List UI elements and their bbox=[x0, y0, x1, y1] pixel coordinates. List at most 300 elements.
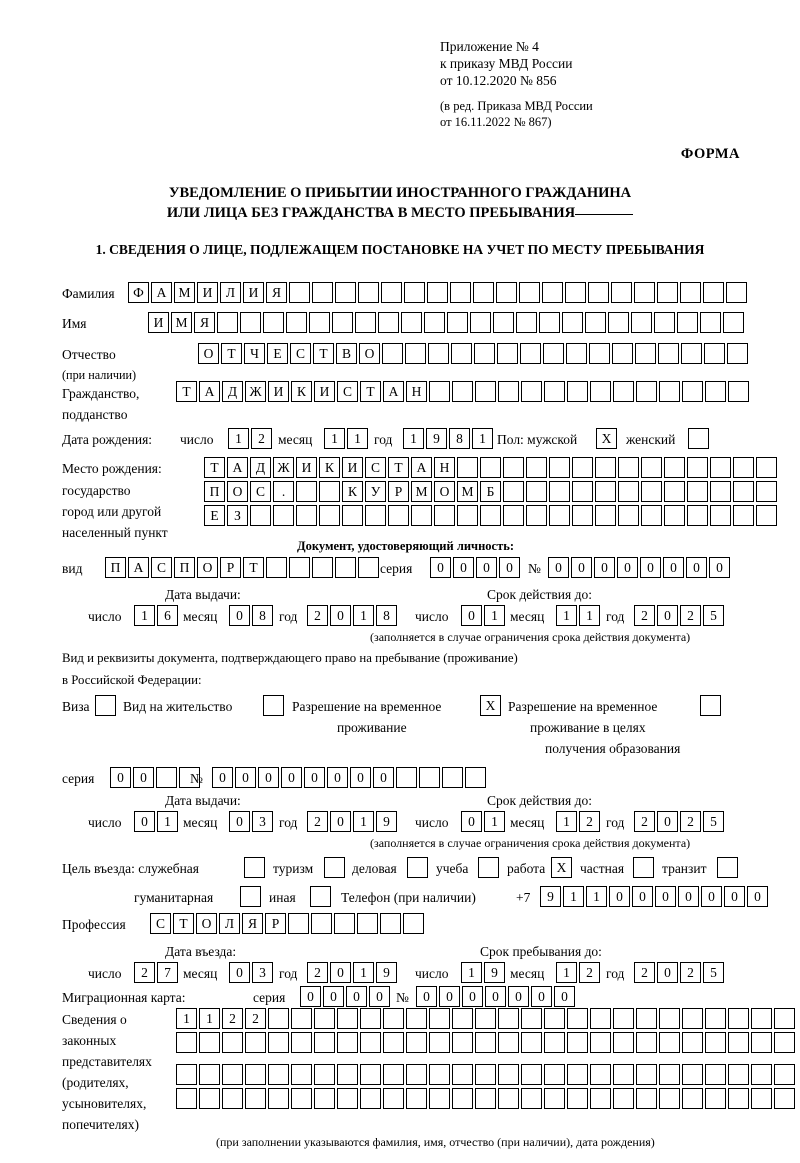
char-cell[interactable] bbox=[404, 282, 425, 303]
char-cell[interactable] bbox=[641, 457, 662, 478]
char-cell[interactable] bbox=[567, 1008, 588, 1029]
stay-issue-year-field[interactable] bbox=[307, 811, 399, 832]
char-cell[interactable] bbox=[774, 1064, 795, 1085]
legal-rep-line-3[interactable] bbox=[176, 1064, 797, 1085]
char-cell[interactable] bbox=[480, 457, 501, 478]
char-cell[interactable]: 1 bbox=[579, 605, 600, 626]
purpose-transit-checkbox[interactable] bbox=[717, 857, 738, 878]
entry-month-field[interactable] bbox=[229, 962, 275, 983]
char-cell[interactable]: Т bbox=[221, 343, 242, 364]
char-cell[interactable] bbox=[245, 1088, 266, 1109]
char-cell[interactable]: Д bbox=[222, 381, 243, 402]
char-cell[interactable]: К bbox=[291, 381, 312, 402]
char-cell[interactable] bbox=[613, 1008, 634, 1029]
char-cell[interactable] bbox=[286, 312, 307, 333]
purpose-private-checkbox[interactable] bbox=[633, 857, 654, 878]
char-cell[interactable] bbox=[337, 1064, 358, 1085]
temp-residence-checkbox[interactable]: X bbox=[480, 695, 501, 716]
char-cell[interactable]: О bbox=[227, 481, 248, 502]
char-cell[interactable] bbox=[521, 1032, 542, 1053]
char-cell[interactable] bbox=[245, 1064, 266, 1085]
char-cell[interactable] bbox=[452, 1032, 473, 1053]
char-cell[interactable]: С bbox=[151, 557, 172, 578]
char-cell[interactable] bbox=[245, 1032, 266, 1053]
char-cell[interactable] bbox=[335, 557, 356, 578]
char-cell[interactable] bbox=[641, 481, 662, 502]
char-cell[interactable]: 9 bbox=[484, 962, 505, 983]
char-cell[interactable]: А bbox=[151, 282, 172, 303]
char-cell[interactable] bbox=[733, 457, 754, 478]
char-cell[interactable]: 1 bbox=[353, 962, 374, 983]
char-cell[interactable]: П bbox=[174, 557, 195, 578]
char-cell[interactable]: О bbox=[359, 343, 380, 364]
stay-issue-day-field[interactable] bbox=[134, 811, 180, 832]
char-cell[interactable] bbox=[442, 767, 463, 788]
char-cell[interactable] bbox=[447, 312, 468, 333]
char-cell[interactable] bbox=[542, 282, 563, 303]
char-cell[interactable] bbox=[288, 913, 309, 934]
char-cell[interactable]: И bbox=[314, 381, 335, 402]
char-cell[interactable]: С bbox=[290, 343, 311, 364]
char-cell[interactable] bbox=[544, 1008, 565, 1029]
char-cell[interactable] bbox=[452, 1008, 473, 1029]
char-cell[interactable] bbox=[613, 1088, 634, 1109]
char-cell[interactable]: 0 bbox=[724, 886, 745, 907]
char-cell[interactable] bbox=[590, 1008, 611, 1029]
char-cell[interactable]: 0 bbox=[439, 986, 460, 1007]
char-cell[interactable]: 0 bbox=[657, 605, 678, 626]
char-cell[interactable]: 0 bbox=[709, 557, 730, 578]
char-cell[interactable]: 0 bbox=[476, 557, 497, 578]
char-cell[interactable] bbox=[654, 312, 675, 333]
char-cell[interactable] bbox=[497, 343, 518, 364]
migration-card-number-field[interactable] bbox=[416, 986, 577, 1007]
char-cell[interactable] bbox=[319, 481, 340, 502]
char-cell[interactable] bbox=[342, 505, 363, 526]
char-cell[interactable] bbox=[291, 1064, 312, 1085]
char-cell[interactable]: 1 bbox=[324, 428, 345, 449]
char-cell[interactable]: М bbox=[174, 282, 195, 303]
doc-number-field[interactable] bbox=[548, 557, 732, 578]
char-cell[interactable]: 0 bbox=[461, 811, 482, 832]
char-cell[interactable]: 0 bbox=[212, 767, 233, 788]
char-cell[interactable] bbox=[572, 505, 593, 526]
char-cell[interactable] bbox=[380, 913, 401, 934]
purpose-business-checkbox[interactable] bbox=[407, 857, 428, 878]
char-cell[interactable] bbox=[309, 312, 330, 333]
char-cell[interactable]: 3 bbox=[252, 962, 273, 983]
birth-place-line-1[interactable] bbox=[204, 457, 779, 478]
char-cell[interactable] bbox=[217, 312, 238, 333]
char-cell[interactable] bbox=[503, 481, 524, 502]
char-cell[interactable] bbox=[659, 1064, 680, 1085]
char-cell[interactable]: 6 bbox=[157, 605, 178, 626]
char-cell[interactable] bbox=[311, 913, 332, 934]
char-cell[interactable] bbox=[567, 1032, 588, 1053]
char-cell[interactable]: 0 bbox=[235, 767, 256, 788]
char-cell[interactable] bbox=[520, 343, 541, 364]
char-cell[interactable] bbox=[314, 1088, 335, 1109]
char-cell[interactable]: 0 bbox=[686, 557, 707, 578]
char-cell[interactable]: 0 bbox=[571, 557, 592, 578]
char-cell[interactable] bbox=[360, 1064, 381, 1085]
char-cell[interactable] bbox=[588, 282, 609, 303]
char-cell[interactable] bbox=[156, 767, 177, 788]
residence-permit-checkbox[interactable] bbox=[263, 695, 284, 716]
char-cell[interactable]: 7 bbox=[157, 962, 178, 983]
char-cell[interactable]: 1 bbox=[556, 811, 577, 832]
char-cell[interactable] bbox=[429, 1088, 450, 1109]
char-cell[interactable] bbox=[595, 457, 616, 478]
char-cell[interactable] bbox=[388, 505, 409, 526]
char-cell[interactable] bbox=[406, 1032, 427, 1053]
char-cell[interactable] bbox=[682, 1088, 703, 1109]
char-cell[interactable] bbox=[521, 1064, 542, 1085]
char-cell[interactable]: 2 bbox=[579, 811, 600, 832]
char-cell[interactable]: 1 bbox=[347, 428, 368, 449]
char-cell[interactable] bbox=[419, 767, 440, 788]
char-cell[interactable]: 5 bbox=[703, 605, 724, 626]
char-cell[interactable] bbox=[382, 343, 403, 364]
char-cell[interactable] bbox=[355, 312, 376, 333]
char-cell[interactable] bbox=[544, 1032, 565, 1053]
char-cell[interactable] bbox=[268, 1088, 289, 1109]
char-cell[interactable] bbox=[659, 1008, 680, 1029]
stay-until-month-field[interactable] bbox=[556, 962, 602, 983]
char-cell[interactable]: С bbox=[365, 457, 386, 478]
char-cell[interactable] bbox=[677, 312, 698, 333]
char-cell[interactable] bbox=[176, 1088, 197, 1109]
char-cell[interactable]: А bbox=[128, 557, 149, 578]
char-cell[interactable]: Я bbox=[242, 913, 263, 934]
char-cell[interactable] bbox=[590, 1088, 611, 1109]
char-cell[interactable]: О bbox=[434, 481, 455, 502]
char-cell[interactable]: 1 bbox=[353, 811, 374, 832]
char-cell[interactable]: 2 bbox=[222, 1008, 243, 1029]
doc-issue-day-field[interactable] bbox=[134, 605, 180, 626]
char-cell[interactable]: 0 bbox=[430, 557, 451, 578]
char-cell[interactable]: Т bbox=[388, 457, 409, 478]
char-cell[interactable] bbox=[710, 505, 731, 526]
char-cell[interactable] bbox=[296, 505, 317, 526]
doc-valid-day-field[interactable] bbox=[461, 605, 507, 626]
char-cell[interactable]: 0 bbox=[678, 886, 699, 907]
char-cell[interactable] bbox=[457, 505, 478, 526]
char-cell[interactable]: 0 bbox=[554, 986, 575, 1007]
char-cell[interactable] bbox=[562, 312, 583, 333]
char-cell[interactable]: А bbox=[383, 381, 404, 402]
char-cell[interactable] bbox=[199, 1032, 220, 1053]
char-cell[interactable] bbox=[613, 1032, 634, 1053]
char-cell[interactable]: 2 bbox=[634, 962, 655, 983]
char-cell[interactable] bbox=[357, 913, 378, 934]
patronymic-field[interactable] bbox=[198, 343, 750, 364]
char-cell[interactable] bbox=[636, 1032, 657, 1053]
char-cell[interactable] bbox=[268, 1008, 289, 1029]
char-cell[interactable] bbox=[549, 505, 570, 526]
char-cell[interactable]: 1 bbox=[484, 605, 505, 626]
char-cell[interactable] bbox=[199, 1088, 220, 1109]
char-cell[interactable]: В bbox=[336, 343, 357, 364]
char-cell[interactable] bbox=[312, 282, 333, 303]
doc-issue-month-field[interactable] bbox=[229, 605, 275, 626]
char-cell[interactable]: 0 bbox=[330, 605, 351, 626]
char-cell[interactable] bbox=[774, 1032, 795, 1053]
char-cell[interactable] bbox=[612, 343, 633, 364]
char-cell[interactable] bbox=[634, 282, 655, 303]
char-cell[interactable] bbox=[774, 1008, 795, 1029]
char-cell[interactable] bbox=[498, 1008, 519, 1029]
purpose-tourism-checkbox[interactable] bbox=[324, 857, 345, 878]
char-cell[interactable] bbox=[705, 1008, 726, 1029]
char-cell[interactable] bbox=[657, 282, 678, 303]
char-cell[interactable]: 1 bbox=[134, 605, 155, 626]
char-cell[interactable] bbox=[590, 1064, 611, 1085]
char-cell[interactable] bbox=[595, 505, 616, 526]
char-cell[interactable]: Л bbox=[220, 282, 241, 303]
char-cell[interactable] bbox=[589, 343, 610, 364]
char-cell[interactable] bbox=[521, 1008, 542, 1029]
char-cell[interactable] bbox=[636, 1008, 657, 1029]
stay-valid-month-field[interactable] bbox=[556, 811, 602, 832]
char-cell[interactable]: 0 bbox=[548, 557, 569, 578]
char-cell[interactable] bbox=[452, 1064, 473, 1085]
char-cell[interactable] bbox=[474, 343, 495, 364]
char-cell[interactable]: 0 bbox=[531, 986, 552, 1007]
char-cell[interactable] bbox=[664, 505, 685, 526]
char-cell[interactable] bbox=[358, 282, 379, 303]
char-cell[interactable] bbox=[726, 282, 747, 303]
char-cell[interactable]: 2 bbox=[680, 962, 701, 983]
char-cell[interactable] bbox=[723, 312, 744, 333]
char-cell[interactable]: 1 bbox=[484, 811, 505, 832]
birth-year-field[interactable] bbox=[403, 428, 495, 449]
char-cell[interactable] bbox=[659, 1032, 680, 1053]
char-cell[interactable]: 1 bbox=[556, 605, 577, 626]
char-cell[interactable]: 2 bbox=[307, 605, 328, 626]
char-cell[interactable]: 0 bbox=[300, 986, 321, 1007]
char-cell[interactable] bbox=[406, 1064, 427, 1085]
char-cell[interactable] bbox=[401, 312, 422, 333]
doc-valid-year-field[interactable] bbox=[634, 605, 726, 626]
char-cell[interactable]: 0 bbox=[229, 811, 250, 832]
char-cell[interactable] bbox=[636, 381, 657, 402]
char-cell[interactable] bbox=[680, 282, 701, 303]
char-cell[interactable] bbox=[549, 481, 570, 502]
char-cell[interactable]: Ф bbox=[128, 282, 149, 303]
char-cell[interactable]: 1 bbox=[353, 605, 374, 626]
char-cell[interactable]: 1 bbox=[563, 886, 584, 907]
char-cell[interactable] bbox=[682, 1064, 703, 1085]
char-cell[interactable] bbox=[452, 381, 473, 402]
char-cell[interactable] bbox=[337, 1032, 358, 1053]
char-cell[interactable] bbox=[222, 1032, 243, 1053]
char-cell[interactable] bbox=[595, 481, 616, 502]
char-cell[interactable] bbox=[396, 767, 417, 788]
char-cell[interactable]: 0 bbox=[330, 962, 351, 983]
char-cell[interactable] bbox=[334, 913, 355, 934]
char-cell[interactable] bbox=[452, 1088, 473, 1109]
char-cell[interactable] bbox=[378, 312, 399, 333]
char-cell[interactable]: 0 bbox=[657, 962, 678, 983]
char-cell[interactable] bbox=[572, 481, 593, 502]
char-cell[interactable] bbox=[733, 505, 754, 526]
char-cell[interactable] bbox=[337, 1008, 358, 1029]
purpose-service-checkbox[interactable] bbox=[244, 857, 265, 878]
char-cell[interactable]: 2 bbox=[634, 811, 655, 832]
char-cell[interactable] bbox=[751, 1064, 772, 1085]
visa-checkbox[interactable] bbox=[95, 695, 116, 716]
char-cell[interactable] bbox=[751, 1008, 772, 1029]
char-cell[interactable]: 0 bbox=[617, 557, 638, 578]
char-cell[interactable] bbox=[498, 1032, 519, 1053]
char-cell[interactable]: 1 bbox=[556, 962, 577, 983]
char-cell[interactable]: 0 bbox=[462, 986, 483, 1007]
stay-until-year-field[interactable] bbox=[634, 962, 726, 983]
char-cell[interactable]: Т bbox=[360, 381, 381, 402]
char-cell[interactable] bbox=[544, 1064, 565, 1085]
char-cell[interactable] bbox=[312, 557, 333, 578]
char-cell[interactable] bbox=[291, 1032, 312, 1053]
char-cell[interactable] bbox=[572, 457, 593, 478]
char-cell[interactable] bbox=[710, 481, 731, 502]
char-cell[interactable] bbox=[710, 457, 731, 478]
char-cell[interactable]: 0 bbox=[330, 811, 351, 832]
char-cell[interactable]: 9 bbox=[426, 428, 447, 449]
birth-day-field[interactable] bbox=[228, 428, 274, 449]
char-cell[interactable]: Т bbox=[176, 381, 197, 402]
char-cell[interactable] bbox=[681, 343, 702, 364]
char-cell[interactable] bbox=[428, 343, 449, 364]
char-cell[interactable] bbox=[733, 481, 754, 502]
char-cell[interactable]: И bbox=[296, 457, 317, 478]
char-cell[interactable] bbox=[319, 505, 340, 526]
char-cell[interactable] bbox=[314, 1064, 335, 1085]
char-cell[interactable]: Б bbox=[480, 481, 501, 502]
char-cell[interactable] bbox=[682, 381, 703, 402]
char-cell[interactable] bbox=[636, 1088, 657, 1109]
char-cell[interactable] bbox=[222, 1088, 243, 1109]
char-cell[interactable] bbox=[465, 767, 486, 788]
char-cell[interactable] bbox=[498, 381, 519, 402]
surname-field[interactable] bbox=[128, 282, 749, 303]
char-cell[interactable] bbox=[406, 1088, 427, 1109]
birth-month-field[interactable] bbox=[324, 428, 370, 449]
char-cell[interactable] bbox=[567, 1088, 588, 1109]
char-cell[interactable] bbox=[268, 1064, 289, 1085]
char-cell[interactable] bbox=[687, 481, 708, 502]
char-cell[interactable] bbox=[613, 1064, 634, 1085]
char-cell[interactable] bbox=[705, 1064, 726, 1085]
char-cell[interactable] bbox=[263, 312, 284, 333]
char-cell[interactable]: 1 bbox=[157, 811, 178, 832]
char-cell[interactable]: 1 bbox=[176, 1008, 197, 1029]
purpose-work-checkbox[interactable]: X bbox=[551, 857, 572, 878]
char-cell[interactable]: 0 bbox=[346, 986, 367, 1007]
char-cell[interactable]: О bbox=[196, 913, 217, 934]
char-cell[interactable]: 0 bbox=[133, 767, 154, 788]
char-cell[interactable]: 0 bbox=[640, 557, 661, 578]
char-cell[interactable]: Ч bbox=[244, 343, 265, 364]
char-cell[interactable]: С bbox=[150, 913, 171, 934]
char-cell[interactable] bbox=[405, 343, 426, 364]
entry-year-field[interactable] bbox=[307, 962, 399, 983]
char-cell[interactable]: Р bbox=[265, 913, 286, 934]
stay-series-field[interactable] bbox=[110, 767, 202, 788]
char-cell[interactable]: М bbox=[171, 312, 192, 333]
char-cell[interactable] bbox=[314, 1008, 335, 1029]
char-cell[interactable] bbox=[516, 312, 537, 333]
char-cell[interactable] bbox=[268, 1032, 289, 1053]
char-cell[interactable] bbox=[585, 312, 606, 333]
char-cell[interactable] bbox=[429, 381, 450, 402]
stay-number-field[interactable] bbox=[212, 767, 488, 788]
char-cell[interactable] bbox=[703, 282, 724, 303]
stay-until-day-field[interactable] bbox=[461, 962, 507, 983]
char-cell[interactable] bbox=[360, 1008, 381, 1029]
char-cell[interactable] bbox=[291, 1008, 312, 1029]
char-cell[interactable]: 0 bbox=[655, 886, 676, 907]
char-cell[interactable]: 8 bbox=[449, 428, 470, 449]
char-cell[interactable]: 1 bbox=[461, 962, 482, 983]
char-cell[interactable]: М bbox=[411, 481, 432, 502]
char-cell[interactable]: Т bbox=[204, 457, 225, 478]
char-cell[interactable]: 2 bbox=[307, 962, 328, 983]
char-cell[interactable] bbox=[751, 1032, 772, 1053]
char-cell[interactable] bbox=[756, 457, 777, 478]
char-cell[interactable] bbox=[700, 312, 721, 333]
migration-card-series-field[interactable] bbox=[300, 986, 392, 1007]
char-cell[interactable] bbox=[450, 282, 471, 303]
char-cell[interactable]: М bbox=[457, 481, 478, 502]
char-cell[interactable]: 1 bbox=[199, 1008, 220, 1029]
char-cell[interactable]: 5 bbox=[703, 811, 724, 832]
char-cell[interactable] bbox=[728, 1008, 749, 1029]
char-cell[interactable] bbox=[383, 1064, 404, 1085]
char-cell[interactable]: Ж bbox=[273, 457, 294, 478]
doc-series-field[interactable] bbox=[430, 557, 522, 578]
char-cell[interactable] bbox=[429, 1064, 450, 1085]
sex-male-checkbox[interactable]: X bbox=[596, 428, 617, 449]
char-cell[interactable]: Д bbox=[250, 457, 271, 478]
char-cell[interactable]: О bbox=[197, 557, 218, 578]
char-cell[interactable] bbox=[475, 1032, 496, 1053]
char-cell[interactable] bbox=[383, 1032, 404, 1053]
char-cell[interactable] bbox=[618, 505, 639, 526]
char-cell[interactable]: 2 bbox=[634, 605, 655, 626]
char-cell[interactable] bbox=[687, 457, 708, 478]
char-cell[interactable] bbox=[427, 282, 448, 303]
char-cell[interactable] bbox=[751, 1088, 772, 1109]
doc-valid-month-field[interactable] bbox=[556, 605, 602, 626]
doc-kind-field[interactable] bbox=[105, 557, 381, 578]
char-cell[interactable]: О bbox=[198, 343, 219, 364]
char-cell[interactable] bbox=[424, 312, 445, 333]
char-cell[interactable]: 0 bbox=[747, 886, 768, 907]
char-cell[interactable]: 0 bbox=[350, 767, 371, 788]
char-cell[interactable] bbox=[566, 343, 587, 364]
char-cell[interactable] bbox=[705, 381, 726, 402]
char-cell[interactable] bbox=[473, 282, 494, 303]
char-cell[interactable] bbox=[549, 457, 570, 478]
char-cell[interactable] bbox=[493, 312, 514, 333]
char-cell[interactable]: 5 bbox=[703, 962, 724, 983]
char-cell[interactable] bbox=[332, 312, 353, 333]
char-cell[interactable] bbox=[659, 1088, 680, 1109]
char-cell[interactable] bbox=[567, 381, 588, 402]
legal-rep-line-1[interactable] bbox=[176, 1008, 797, 1029]
char-cell[interactable]: 0 bbox=[609, 886, 630, 907]
